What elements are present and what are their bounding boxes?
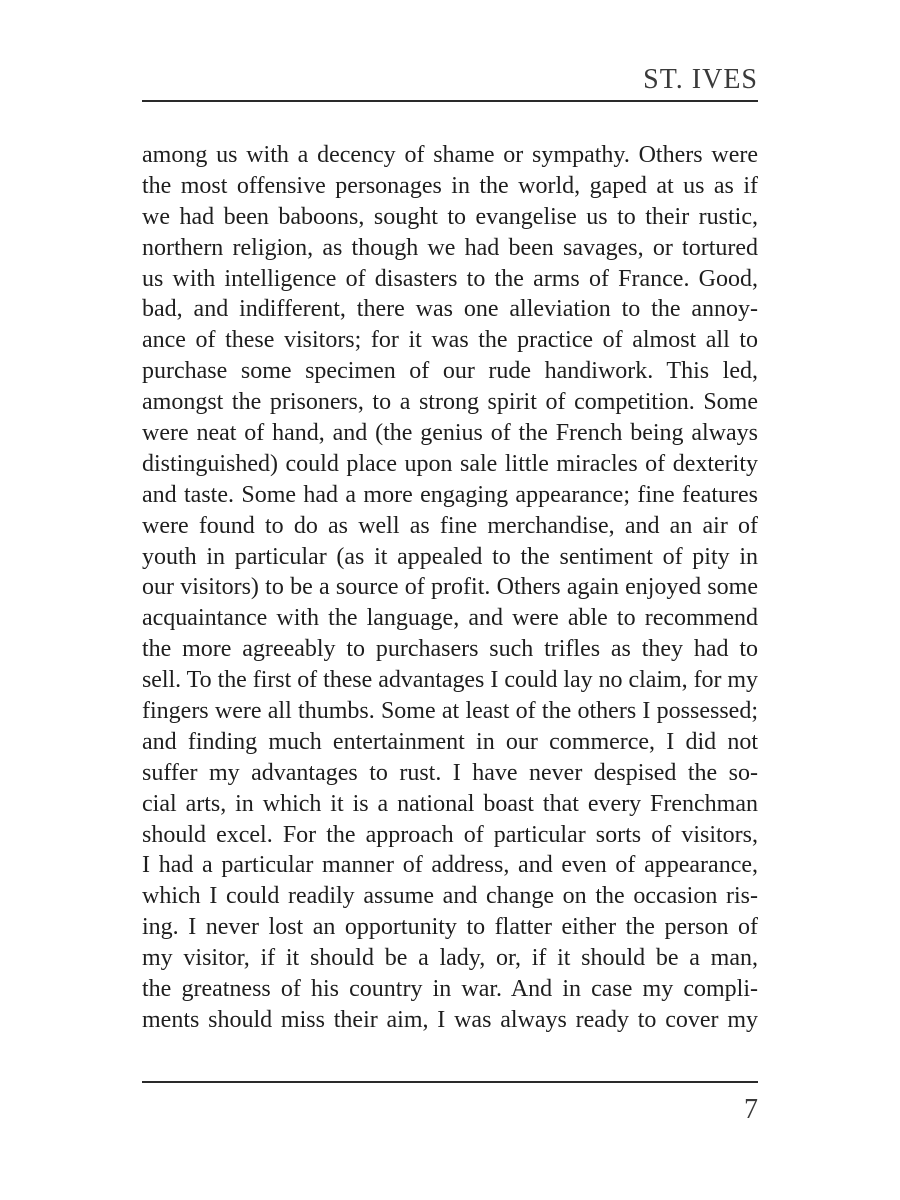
text-line: the most offensive personages in the world, gaped at us as if: [142, 172, 758, 199]
text-line: fingers were all thumbs. Some at least of the others I possessed;: [142, 698, 758, 725]
body-text: [142, 140, 758, 1036]
text-line: our visitors) to be a source of profit. Others again enjoyed some: [142, 574, 758, 601]
text-line: my visitor, if it should be a lady, or, if it should be a man,: [142, 945, 758, 972]
running-head-title: ST. IVES: [643, 64, 758, 95]
text-line: among us with a decency of shame or sympathy. Others were: [142, 142, 758, 168]
text-line: acquaintance with the language, and were able to recommend: [142, 605, 758, 632]
text-line: I had a particular manner of address, and even of appearance,: [142, 852, 758, 879]
text-line: amongst the prisoners, to a strong spirit of competition. Some: [142, 389, 758, 416]
text-line: ing. I never lost an opportunity to flatter either the person of: [142, 914, 758, 941]
text-line: youth in particular (as it appealed to the sentiment of pity in: [142, 543, 758, 570]
text-line: cial arts, in which it is a national boast that every Frenchman: [142, 790, 758, 817]
text-line: and finding much entertainment in our commerce, I did not: [142, 728, 758, 755]
text-line: which I could readily assume and change on the occasion ris-: [142, 883, 758, 910]
text-line: suffer my advantages to rust. I have never despised the so-: [142, 759, 758, 786]
text-line: distinguished) could place upon sale little miracles of dexterity: [142, 450, 758, 477]
footer-rule: [142, 1081, 758, 1083]
text-line: bad, and indifferent, there was one alleviation to the annoy-: [142, 296, 758, 323]
text-line: should excel. For the approach of particular sorts of visitors,: [142, 821, 758, 848]
text-line: northern religion, as though we had been savages, or tortured: [142, 234, 758, 261]
text-line: were neat of hand, and (the genius of the French being always: [142, 420, 758, 447]
text-line: sell. To the first of these advantages I could lay no claim, for my: [142, 667, 758, 694]
text-line: us with intelligence of disasters to the arms of France. Good,: [142, 265, 758, 292]
text-line: we had been baboons, sought to evangelise us to their rustic,: [142, 203, 758, 230]
text-line: and taste. Some had a more engaging appearance; fine features: [142, 481, 758, 508]
text-line: ments should miss their aim, I was always ready to cover my: [142, 1006, 758, 1033]
text-line: the more agreeably to purchasers such trifles as they had to: [142, 636, 758, 663]
page-number: 7: [744, 1094, 758, 1125]
text-line: purchase some specimen of our rude handiwork. This led,: [142, 358, 758, 385]
text-line: ance of these visitors; for it was the practice of almost all to: [142, 327, 758, 354]
text-line: were found to do as well as fine merchandise, and an air of: [142, 512, 758, 539]
text-line: the greatness of his country in war. And in case my compli-: [142, 976, 758, 1003]
header-rule: [142, 100, 758, 102]
